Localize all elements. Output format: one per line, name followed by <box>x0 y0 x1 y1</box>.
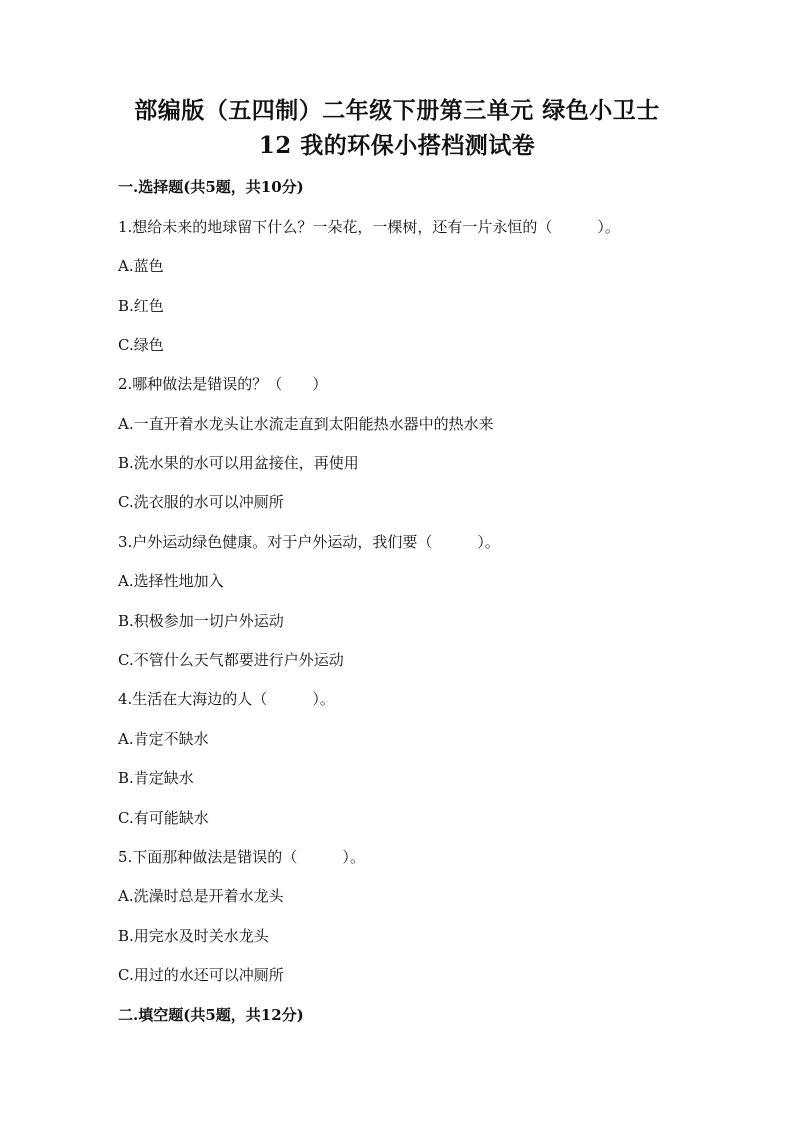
section-heading-fill-in: 二.填空题(共5题，共12分) <box>118 1006 304 1024</box>
question-2-option-a: A.一直开着水龙头让水流走直到太阳能热水器中的热水来 <box>118 415 494 433</box>
question-stem-2: 2.哪种做法是错误的？（ ） <box>118 375 328 393</box>
question-4-option-c: C.有可能缺水 <box>118 809 209 827</box>
question-5-option-b: B.用完水及时关水龙头 <box>118 927 269 945</box>
question-1-option-a: A.蓝色 <box>118 257 164 275</box>
question-5-option-a: A.洗澡时总是开着水龙头 <box>118 887 284 905</box>
question-4-option-b: B.肯定缺水 <box>118 769 194 787</box>
question-3-option-a: A.选择性地加入 <box>118 572 224 590</box>
section-heading-choice: 一.选择题(共5题，共10分) <box>118 178 304 196</box>
question-2-option-b: B.洗水果的水可以用盆接住，再使用 <box>118 454 359 472</box>
question-5-option-c: C.用过的水还可以冲厕所 <box>118 966 284 984</box>
question-stem-1: 1.想给未来的地球留下什么？一朵花，一棵树，还有一片永恒的（ ）。 <box>118 218 620 236</box>
question-2-option-c: C.洗衣服的水可以冲厕所 <box>118 493 284 511</box>
question-1-option-b: B.红色 <box>118 297 164 315</box>
question-1-option-c: C.绿色 <box>118 336 164 354</box>
question-stem-5: 5.下面那种做法是错误的（ ）。 <box>118 848 365 866</box>
question-4-option-a: A.肯定不缺水 <box>118 730 209 748</box>
question-stem-4: 4.生活在大海边的人（ ）。 <box>118 690 335 708</box>
document-title-line2: 12 我的环保小搭档测试卷 <box>258 132 536 159</box>
document-title-line1: 部编版（五四制）二年级下册第三单元 绿色小卫士 <box>134 97 660 124</box>
question-3-option-b: B.积极参加一切户外运动 <box>118 612 284 630</box>
question-3-option-c: C.不管什么天气都要进行户外运动 <box>118 651 344 669</box>
question-stem-3: 3.户外运动绿色健康。对于户外运动，我们要（ ）。 <box>118 533 500 551</box>
